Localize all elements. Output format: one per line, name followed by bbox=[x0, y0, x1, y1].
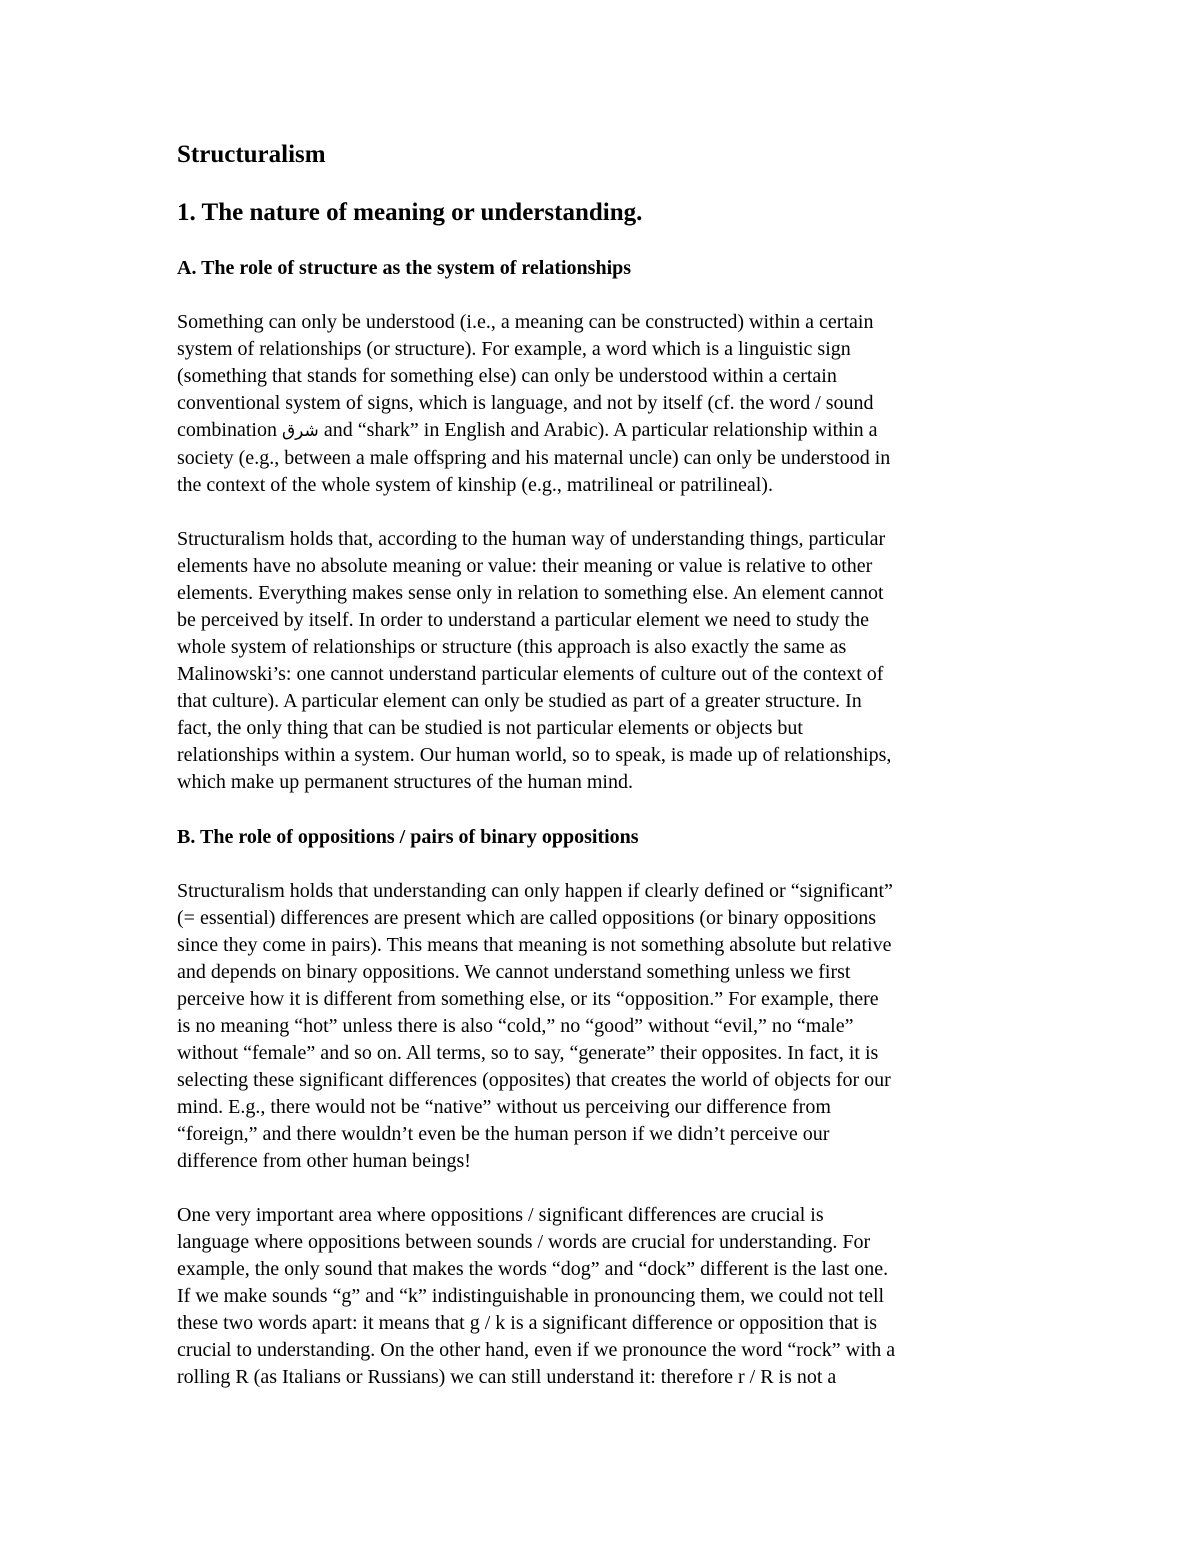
paragraph-line: Something can only be understood (i.e., a meaning can be constructed) within a certain bbox=[177, 311, 874, 333]
paragraph-line: mind. E.g., there would not be “native” without us perceiving our difference from bbox=[177, 1096, 831, 1118]
paragraph-line: selecting these significant differences (opposites) that creates the world of objects for our bbox=[177, 1069, 891, 1091]
paragraph-line: that culture). A particular element can only be studied as part of a greater structure. In bbox=[177, 690, 862, 712]
paragraph-line: since they come in pairs). This means that meaning is not something absolute but relative bbox=[177, 934, 892, 956]
paragraph-line: system of relationships (or structure). For example, a word which is a linguistic sign bbox=[177, 338, 851, 360]
document-page bbox=[177, 138, 1037, 1391]
paragraph-line: is no meaning “hot” unless there is also “cold,” no “good” without “evil,” no “male” bbox=[177, 1015, 854, 1037]
paragraph-line: Structuralism holds that understanding can only happen if clearly defined or “significant” bbox=[177, 880, 893, 902]
paragraph-line: perceive how it is different from something else, or its “opposition.” For example, there bbox=[177, 988, 879, 1010]
paragraph-line: which make up permanent structures of the human mind. bbox=[177, 771, 633, 793]
paragraph-line: without “female” and so on. All terms, so to say, “generate” their opposites. In fact, it is bbox=[177, 1042, 879, 1064]
paragraph-line: society (e.g., between a male offspring and his maternal uncle) can only be understood in bbox=[177, 447, 891, 469]
paragraph-structure-2 bbox=[177, 526, 1037, 796]
paragraph-line: example, the only sound that makes the words “dog” and “dock” different is the last one. bbox=[177, 1258, 889, 1280]
paragraph-line: elements have no absolute meaning or value: their meaning or value is relative to other bbox=[177, 555, 873, 577]
paragraph-line: One very important area where oppositions / significant differences are crucial is bbox=[177, 1204, 824, 1226]
paragraph-line: conventional system of signs, which is language, and not by itself (cf. the word / sound bbox=[177, 392, 874, 414]
paragraph-line: these two words apart: it means that g / k is a significant difference or opposition that is bbox=[177, 1312, 878, 1334]
subsection-heading-a: A. The role of structure as the system of relationships bbox=[177, 257, 632, 279]
paragraph-line: (= essential) differences are present which are called oppositions (or binary oppositions bbox=[177, 907, 877, 929]
paragraph-line: difference from other human beings! bbox=[177, 1150, 471, 1172]
paragraph-line: relationships within a system. Our human world, so to speak, is made up of relationships, bbox=[177, 744, 892, 766]
paragraph-line: Structuralism holds that, according to the human way of understanding things, particular bbox=[177, 528, 886, 550]
paragraph-oppositions-2 bbox=[177, 1202, 1037, 1391]
arabic-word: شرق bbox=[281, 421, 319, 441]
paragraph-line: Malinowski’s: one cannot understand particular elements of culture out of the context of bbox=[177, 663, 884, 685]
paragraph-line: fact, the only thing that can be studied is not particular elements or objects but bbox=[177, 717, 803, 739]
section-heading: 1. The nature of meaning or understanding. bbox=[177, 199, 643, 226]
subsection-heading-b: B. The role of oppositions / pairs of binary oppositions bbox=[177, 826, 639, 848]
paragraph-line: “foreign,” and there wouldn’t even be the human person if we didn’t perceive our bbox=[177, 1123, 830, 1145]
paragraph-line bbox=[177, 417, 1037, 445]
paragraph-line: elements. Everything makes sense only in relation to something else. An element cannot bbox=[177, 582, 884, 604]
paragraph-line: and depends on binary oppositions. We cannot understand something unless we first bbox=[177, 961, 851, 983]
paragraph-line: language where oppositions between sounds / words are crucial for understanding. For bbox=[177, 1231, 871, 1253]
paragraph-line: the context of the whole system of kinship (e.g., matrilineal or patrilineal). bbox=[177, 474, 773, 496]
paragraph-text: and “shark” in English and Arabic). A particular relationship within a bbox=[318, 419, 878, 441]
paragraph-structure-1 bbox=[177, 309, 1037, 499]
paragraph-line: rolling R (as Italians or Russians) we can still understand it: therefore r / R is not a bbox=[177, 1366, 837, 1388]
paragraph-line: whole system of relationships or structure (this approach is also exactly the same as bbox=[177, 636, 847, 658]
paragraph-line: (something that stands for something else) can only be understood within a certain bbox=[177, 365, 837, 387]
paragraph-oppositions-1 bbox=[177, 878, 1037, 1175]
paragraph-line: crucial to understanding. On the other hand, even if we pronounce the word “rock” with a bbox=[177, 1339, 896, 1361]
paragraph-line: If we make sounds “g” and “k” indistinguishable in pronouncing them, we could not tell bbox=[177, 1285, 885, 1307]
paragraph-line: be perceived by itself. In order to understand a particular element we need to study the bbox=[177, 609, 869, 631]
document-title: Structuralism bbox=[177, 141, 326, 168]
paragraph-text: combination bbox=[177, 419, 282, 441]
